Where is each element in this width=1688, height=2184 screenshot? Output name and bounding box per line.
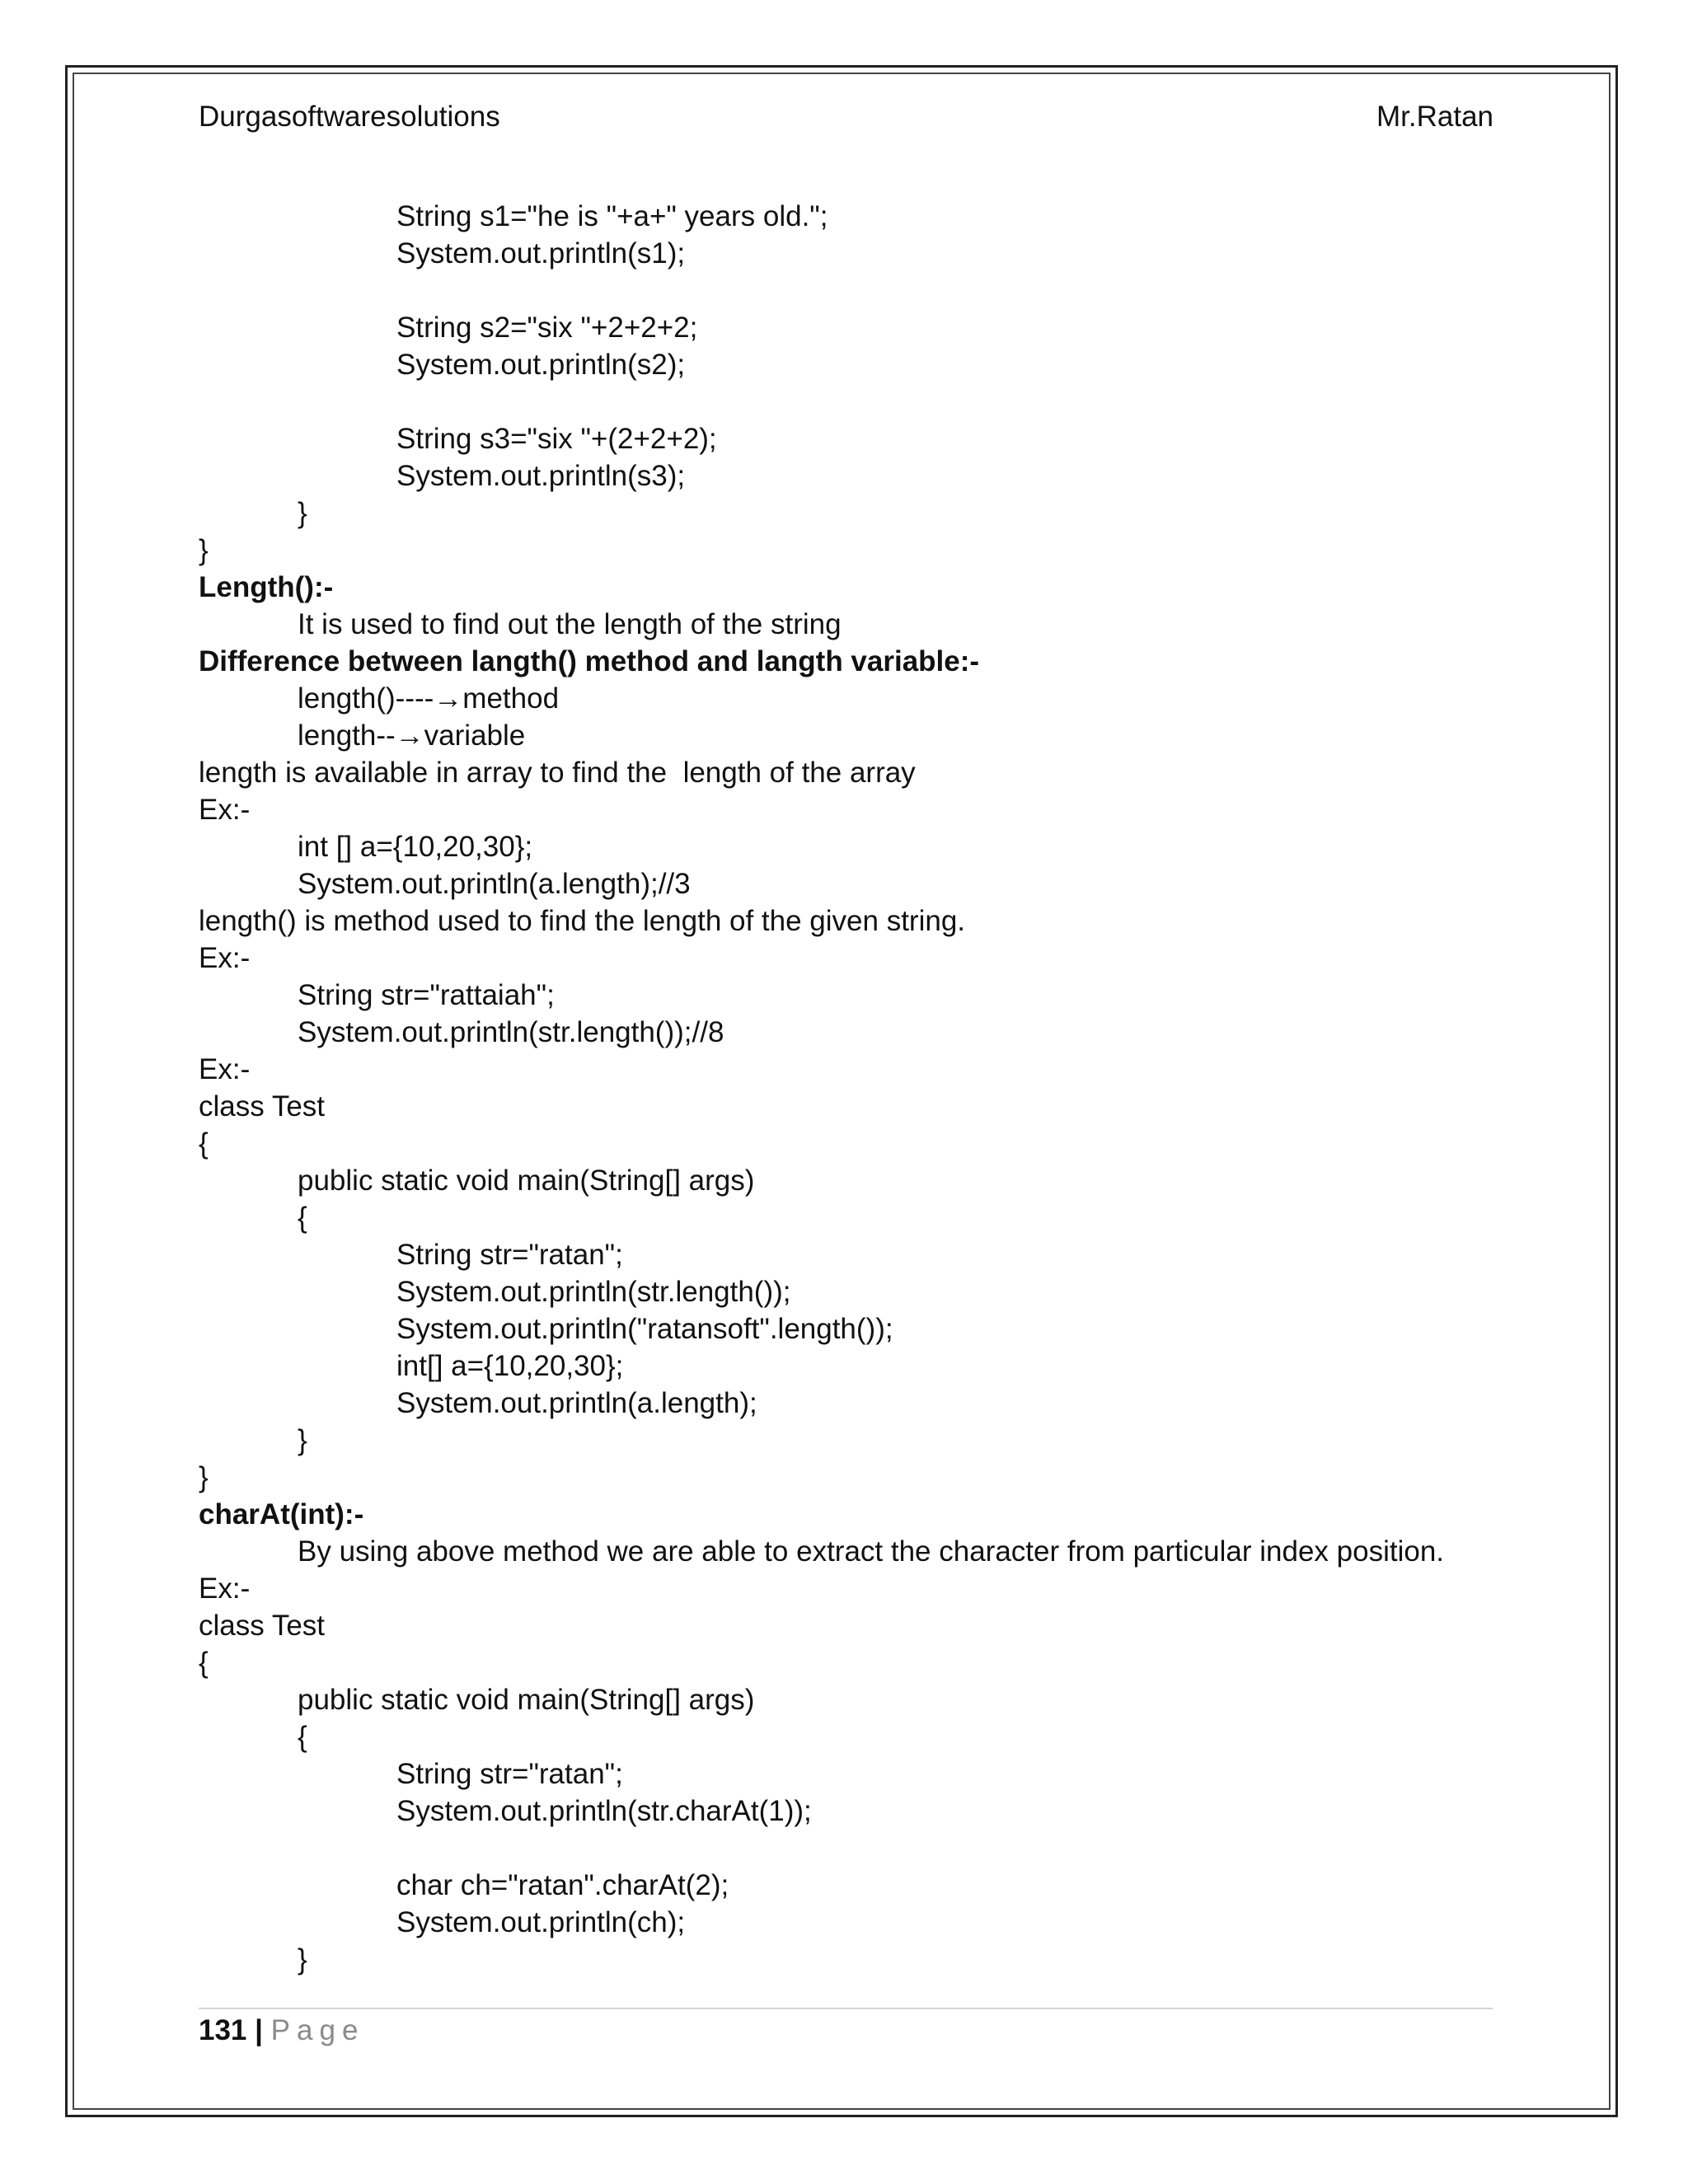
footer-separator: | (255, 2014, 263, 2046)
text-line: Ex:- (199, 1053, 251, 1085)
text-line: public static void main(String[] args) (298, 1684, 755, 1716)
text-line: By using above method we are able to extract the character from particular index position. (298, 1535, 1445, 1568)
text-line: System.out.println(s2); (396, 349, 686, 381)
text-line: { (298, 1202, 307, 1234)
text-line: char ch="ratan".charAt(2); (396, 1869, 729, 1901)
text-line: } (298, 497, 307, 529)
text-line: } (298, 1943, 307, 1975)
text-line: System.out.println(s1); (396, 237, 686, 269)
document-body (199, 198, 1501, 1978)
section-heading: charAt(int):- (199, 1498, 364, 1530)
text-line: { (298, 1721, 307, 1753)
page-label: Page (270, 2014, 365, 2046)
text-line: System.out.println(str.length());//8 (298, 1016, 724, 1048)
blank-line (199, 383, 1501, 420)
text-line: length--→variable (298, 719, 526, 752)
text-line: } (199, 1461, 209, 1493)
text-line: System.out.println(str.charAt(1)); (396, 1795, 812, 1827)
text-line: String s2="six "+2+2+2; (396, 312, 698, 344)
section-heading: Length():- (199, 571, 334, 603)
text-line: { (199, 1647, 209, 1679)
header-company: Durgasoftwaresolutions (199, 101, 500, 133)
text-line: System.out.println(a.length);//3 (298, 868, 691, 900)
text-line: length is available in array to find the length of the array (199, 757, 916, 789)
text-line: length()----→method (298, 682, 560, 715)
text-line: Ex:- (199, 794, 251, 826)
text-line: Ex:- (199, 1572, 251, 1605)
blank-line (199, 1830, 1501, 1867)
footer-divider (199, 2008, 1493, 2009)
text-line: String s1="he is "+a+" years old."; (396, 200, 828, 232)
text-line: int[] a={10,20,30}; (396, 1350, 624, 1382)
text-line: int [] a={10,20,30}; (298, 831, 533, 863)
text-line: Ex:- (199, 942, 251, 974)
text-line: class Test (199, 1610, 326, 1642)
page-number: 131 (199, 2014, 247, 2046)
text-line: System.out.println(s3); (396, 460, 686, 492)
text-line: String str="rattaiah"; (298, 979, 555, 1011)
text-line: System.out.println("ratansoft".length()); (396, 1313, 893, 1345)
text-line: System.out.println(str.length()); (396, 1276, 791, 1308)
text-line: { (199, 1127, 209, 1160)
text-line: length() is method used to find the length of the given string. (199, 905, 966, 937)
text-line: class Test (199, 1090, 326, 1122)
text-line: } (199, 534, 209, 566)
text-line: System.out.println(a.length); (396, 1387, 757, 1419)
text-line: } (298, 1424, 307, 1456)
text-line: String str="ratan"; (396, 1758, 623, 1790)
text-line: It is used to find out the length of the string (298, 608, 842, 640)
text-line: String s3="six "+(2+2+2); (396, 423, 717, 455)
text-line: String str="ratan"; (396, 1239, 623, 1271)
text-line: System.out.println(ch); (396, 1906, 686, 1938)
blank-line (199, 272, 1501, 309)
text-line: public static void main(String[] args) (298, 1165, 755, 1197)
page-footer (199, 2013, 364, 2049)
header-author: Mr.Ratan (1376, 101, 1493, 133)
section-heading: Difference between langth() method and langth variable:- (199, 645, 980, 677)
